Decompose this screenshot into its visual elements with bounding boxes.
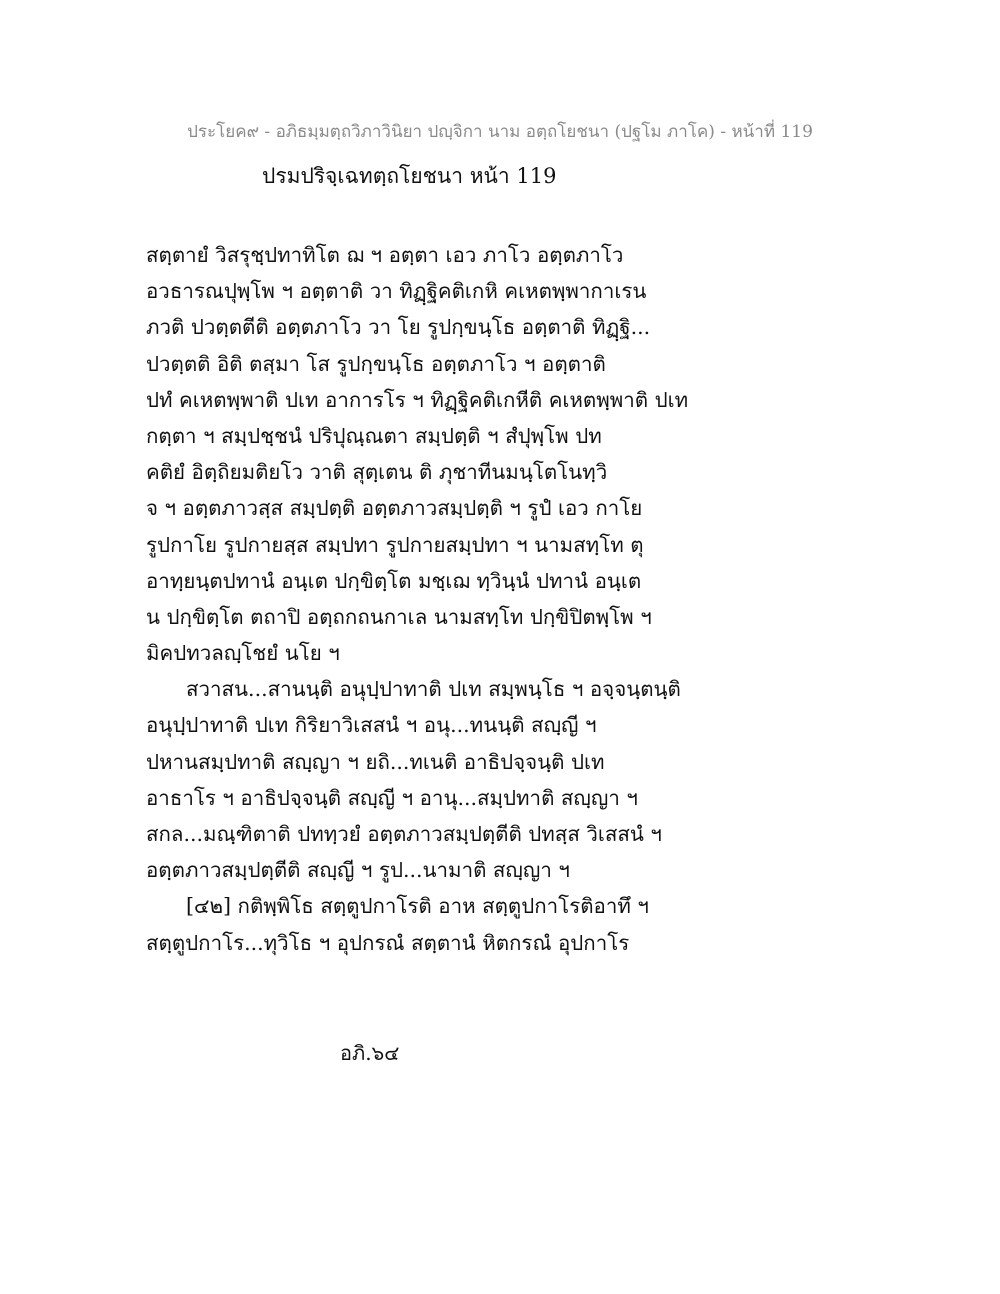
text-line: อาทฺยนฺตปทานํ อนฺเต ปกฺขิตฺโต มชฺเฌ ทฺวินฺนํ ปทานํ อนฺเต <box>146 568 642 593</box>
section-title: ปรมปริจฺเฉทตฺถโยชนา หน้า 119 <box>262 164 557 188</box>
text-line: มิคปทวลญฺโชยํ นโย ฯ <box>146 641 340 666</box>
text-line: กตฺตา ฯ สมฺปชฺชนํ ปริปุณฺณตา สมฺปตฺติ ฯ สํปุพฺโพ ปท <box>146 423 602 448</box>
paragraph-start-line: สวาสน...สานนฺติ อนุปฺปาทาติ ปเท สมฺพนฺโธ ฯ อจฺจนฺตนฺติ <box>186 677 681 702</box>
running-header-text: ประโยค๙ - อภิธมฺมตฺถวิภาวินิยา ปญฺจิกา นาม อตฺถโยชนา (ปฐโม ภาโค) - หน้าที่ 119 <box>187 122 813 142</box>
text-line: คติยํ อิตฺถิยมติยโว วาติ สุตฺเตน ติ ภุชาทีนมนฺโตโนทฺวิ <box>146 460 608 485</box>
text-line: อวธารณปุพฺโพ ฯ อตฺตาติ วา ทิฏฺฐิคติเกหิ คเหตพฺพากาเรน <box>146 279 647 304</box>
body-text <box>146 237 706 961</box>
text-line: สกล...มณฺฑิตาติ ปททฺวยํ อตฺตภาวสมฺปตฺตีติ ปทสฺส วิเสสนํ ฯ <box>146 822 662 846</box>
text-line: รูปกาโย รูปกายสฺส สมฺปทา รูปกายสมฺปทา ฯ นามสทฺโท ตุ <box>146 532 644 557</box>
text-line: จ ฯ อตฺตภาวสฺส สมฺปตฺติ อตฺตภาวสมฺปตฺติ ฯ รูปํ เอว กาโย <box>146 496 643 521</box>
text-line: อนุปฺปาทาติ ปเท กิริยาวิเสสนํ ฯ อนุ...ทนนฺติ สญฺญี ฯ <box>146 713 597 738</box>
text-line: สตฺตายํ วิสรุชฺปทาทิโต ฌ ฯ อตฺตา เอว ภาโว อตฺตภาโว <box>146 243 624 267</box>
text-line: ปหานสมฺปทาติ สญฺญา ฯ ยถิ...ทเนติ อาธิปจฺจนฺติ ปเท <box>146 749 605 774</box>
text-line: อตฺตภาวสมฺปตฺตีติ สญฺญี ฯ รูป...นามาติ สญฺญา ฯ <box>146 858 570 883</box>
text-line: อาธาโร ฯ อาธิปจฺจนฺติ สญฺญี ฯ อานุ...สมฺปทาติ สญฺญา ฯ <box>146 785 638 810</box>
page-footer-mark: อภิ.๖๔ <box>340 1041 400 1065</box>
text-line: น ปกฺขิตฺโต ตถาปิ อตฺถกถนกาเล นามสทฺโท ปกฺขิปิตพฺโพ ฯ <box>146 604 652 629</box>
text-line: ปทํ คเหตพฺพาติ ปเท อาการโร ฯ ทิฏฺฐิคติเกหีติ คเหตพฺพาติ ปเท <box>146 387 689 412</box>
paragraph-start-line: [๔๒] กติพฺพิโธ สตฺตูปกาโรติ อาห สตฺตูปกาโรติอาทึ ฯ <box>186 894 649 919</box>
text-line: สตฺตูปกาโร...ทุวิโธ ฯ อุปกรณํ สตฺตานํ หิตกรณํ อุปกาโร <box>146 930 630 955</box>
text-line: ปวตฺตติ อิติ ตสฺมา โส รูปกฺขนฺโธ อตฺตภาโว ฯ อตฺตาติ <box>146 351 606 376</box>
text-line: ภวติ ปวตฺตตีติ อตฺตภาโว วา โย รูปกฺขนฺโธ อตฺตาติ ทิฏฺฐิ... <box>146 315 651 340</box>
running-header <box>0 118 1000 145</box>
